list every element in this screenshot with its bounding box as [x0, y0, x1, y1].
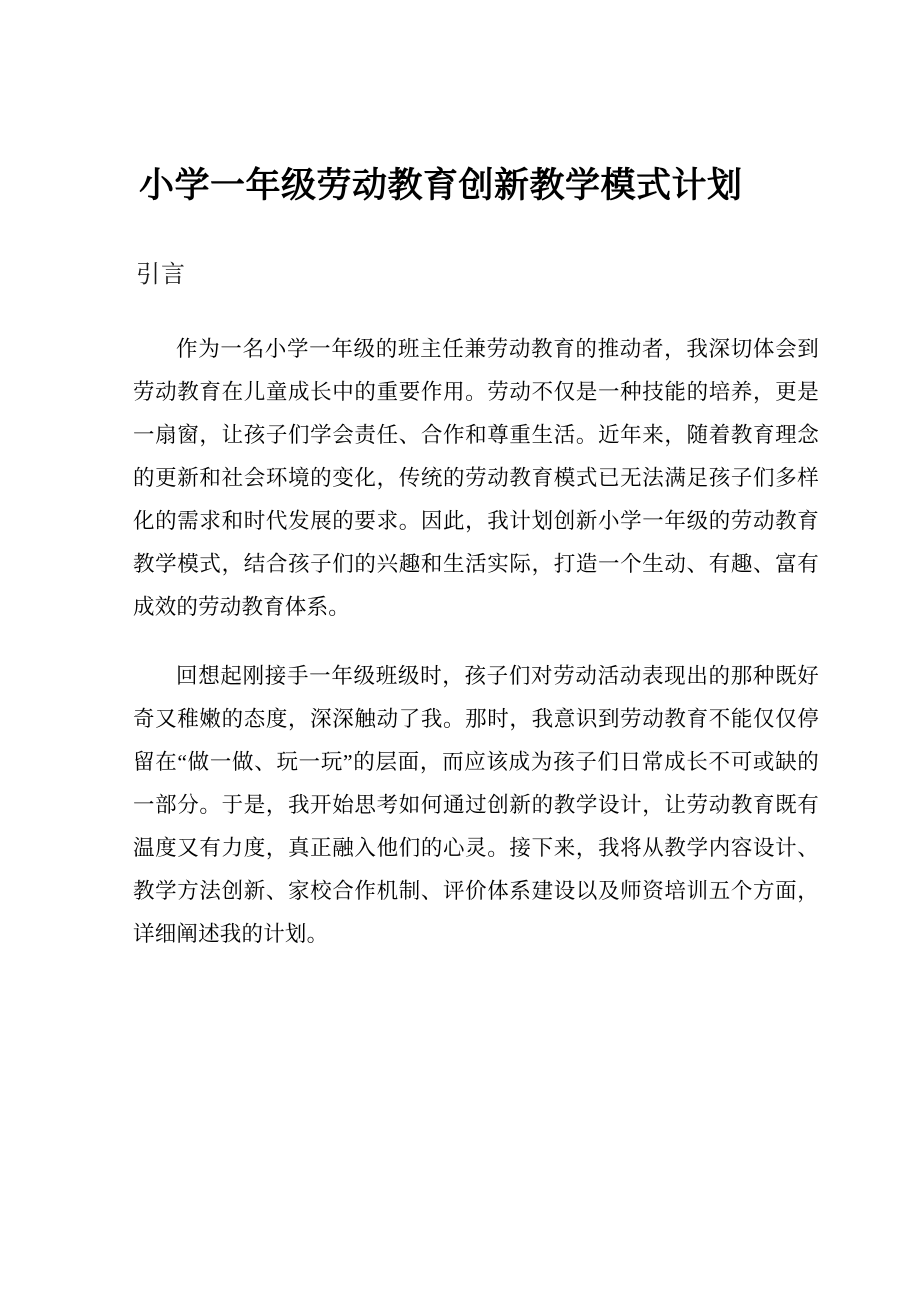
page-title: 小学一年级劳动教育创新教学模式计划 [139, 166, 743, 205]
paragraph-2: 回想起刚接手一年级班级时，孩子们对劳动活动表现出的那种既好奇又稚嫩的态度，深深触动了我。那时，我意识到劳动教育不能仅仅停留在“做一做、玩一玩”的层面，而应该成为孩子们日常成长不可或缺的一部分。于是，我开始思考如何通过创新的教学设计，让劳动教育既有温度又有力度，真正融入他们的心灵。接下来，我将从教学内容设计、教学方法创新、家校合作机制、评价体系建设以及师资培训五个方面，详细阐述我的计划。 [133, 664, 819, 946]
body-text-block [133, 328, 819, 956]
paragraph-1: 作为一名小学一年级的班主任兼劳动教育的推动者，我深切体会到劳动教育在儿童成长中的重要作用。劳动不仅是一种技能的培养，更是一扇窗，让孩子们学会责任、合作和尊重生活。近年来，随着教育理念的更新和社会环境的变化，传统的劳动教育模式已无法满足孩子们多样化的需求和时代发展的要求。因此，我计划创新小学一年级的劳动教育教学模式，结合孩子们的兴趣和生活实际，打造一个生动、有趣、富有成效的劳动教育体系。 [133, 337, 819, 619]
section-heading-introduction: 引言 [136, 261, 186, 288]
